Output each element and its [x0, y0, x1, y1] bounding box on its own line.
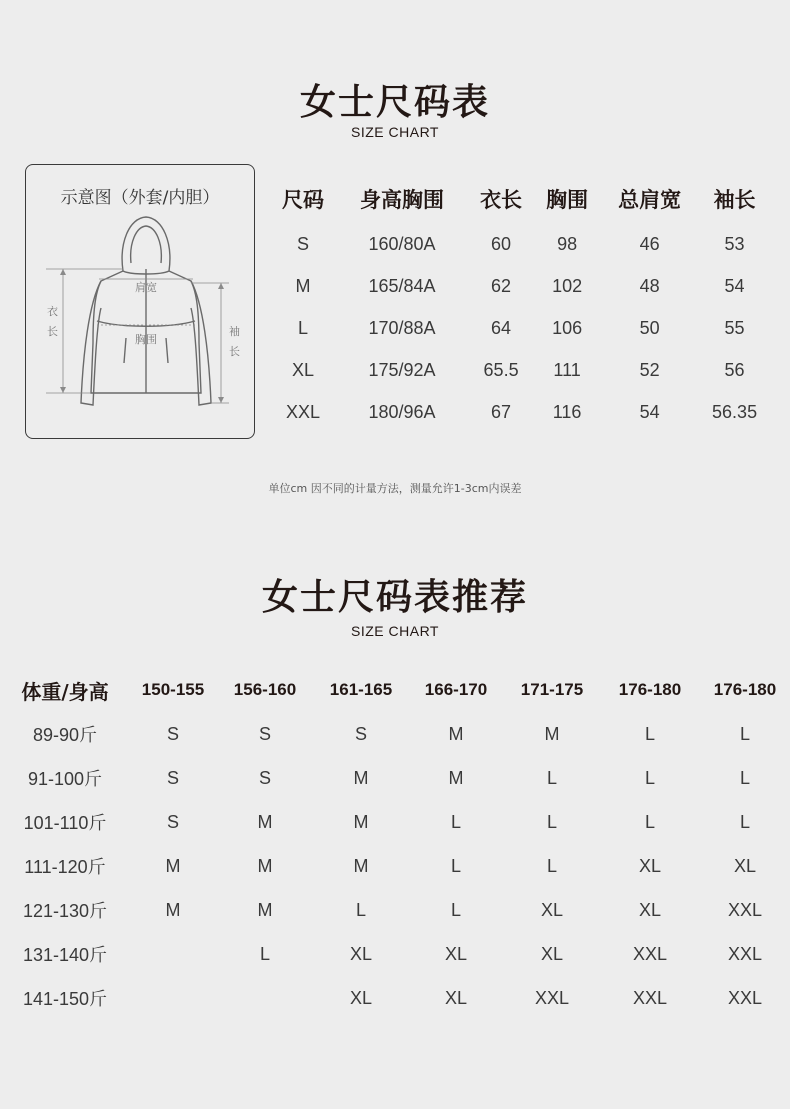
- recommendation-subtitle: SIZE CHART: [351, 623, 439, 639]
- size-cell: L: [450, 811, 461, 832]
- measurement-diagram: [25, 164, 255, 439]
- size-cell: L: [355, 899, 366, 920]
- size-cell: L: [546, 767, 557, 788]
- size-cell: [130, 976, 216, 1020]
- recommendation-table: [0, 668, 790, 1020]
- table-cell: 175/92A: [368, 359, 436, 380]
- rec-row: [0, 932, 790, 976]
- table-cell: 62: [491, 275, 512, 296]
- size-cell: M: [353, 855, 369, 876]
- size-cell: XL: [638, 899, 662, 920]
- table-row: [270, 391, 770, 433]
- table-cell: 60: [491, 233, 512, 254]
- size-cell: L: [739, 811, 750, 832]
- size-cell: S: [166, 723, 179, 744]
- chest-label: 胸围: [135, 333, 157, 346]
- measurement-note: 单位cm 因不同的计量方法，测量允许1-3cm内误差: [268, 482, 522, 495]
- table-cell: 54: [639, 401, 660, 422]
- table-cell: 52: [639, 359, 660, 380]
- height-header: 176-180: [713, 680, 777, 699]
- size-table-header-row: [270, 175, 770, 223]
- table-cell: 65.5: [483, 359, 519, 380]
- size-cell: S: [166, 811, 179, 832]
- header-length: 衣长: [480, 188, 523, 212]
- rec-row: [0, 712, 790, 756]
- header-chest: 胸围: [546, 188, 589, 212]
- length-label-2: 长: [47, 325, 58, 338]
- size-cell: [216, 976, 314, 1020]
- table-cell: 56: [724, 359, 745, 380]
- rec-corner-header: 体重/身高: [21, 679, 109, 704]
- size-cell: XL: [540, 943, 564, 964]
- size-cell: L: [546, 811, 557, 832]
- table-cell: L: [298, 317, 309, 338]
- size-cell: M: [165, 855, 181, 876]
- table-cell: 48: [639, 275, 660, 296]
- size-cell: XXL: [534, 987, 570, 1008]
- length-label-1: 衣: [47, 305, 58, 318]
- rec-row: [0, 756, 790, 800]
- table-row: [270, 265, 770, 307]
- jacket-right-pocket: [166, 338, 168, 363]
- sleeve-label-2: 长: [229, 345, 240, 358]
- height-header: 156-160: [233, 680, 297, 699]
- table-cell: 180/96A: [368, 401, 436, 422]
- height-header: 161-165: [329, 680, 393, 699]
- size-cell: XXL: [632, 943, 668, 964]
- table-cell: 116: [552, 401, 582, 422]
- size-cell: XL: [444, 987, 468, 1008]
- size-cell: XL: [444, 943, 468, 964]
- sleeve-label-1: 袖: [229, 325, 240, 338]
- rec-row: [0, 888, 790, 932]
- size-cell: M: [448, 767, 464, 788]
- table-cell: 50: [639, 317, 660, 338]
- rec-row: [0, 800, 790, 844]
- diagram-title: 示意图（外套/内胆）: [60, 188, 220, 208]
- size-cell: M: [257, 855, 273, 876]
- header-sleeve: 袖长: [713, 188, 756, 212]
- weight-cell: 89-90斤: [32, 725, 98, 745]
- size-cell: L: [644, 767, 655, 788]
- height-header: 166-170: [424, 680, 488, 699]
- table-cell: 102: [552, 275, 583, 296]
- table-cell: 165/84A: [368, 275, 436, 296]
- weight-cell: 101-110斤: [23, 813, 107, 833]
- size-chart-title: 女士尺码表: [299, 82, 490, 123]
- header-shoulder: 总肩宽: [618, 188, 682, 212]
- size-cell: XXL: [727, 987, 763, 1008]
- table-cell: 55: [724, 317, 745, 338]
- size-cell: XL: [349, 987, 373, 1008]
- size-cell: M: [353, 767, 369, 788]
- table-cell: 53: [724, 233, 745, 254]
- weight-cell: 111-120斤: [24, 857, 106, 877]
- size-cell: M: [257, 899, 273, 920]
- size-cell: L: [644, 811, 655, 832]
- size-cell: M: [353, 811, 369, 832]
- table-cell: XL: [291, 359, 315, 380]
- table-row: [270, 307, 770, 349]
- size-table: [270, 175, 770, 433]
- height-header: 176-180: [618, 680, 682, 699]
- shoulder-label: 肩宽: [135, 281, 157, 294]
- table-row: [270, 349, 770, 391]
- size-cell: L: [450, 899, 461, 920]
- rec-row: [0, 844, 790, 888]
- jacket-hood-inner: [131, 226, 162, 263]
- table-cell: S: [297, 233, 310, 254]
- size-cell: L: [644, 723, 655, 744]
- table-row: [270, 223, 770, 265]
- table-cell: 111: [553, 359, 581, 380]
- table-cell: 170/88A: [368, 317, 436, 338]
- size-cell: XL: [540, 899, 564, 920]
- weight-cell: 121-130斤: [22, 901, 108, 921]
- size-cell: S: [166, 767, 179, 788]
- size-cell: [130, 932, 216, 976]
- size-cell: S: [258, 767, 271, 788]
- table-cell: 160/80A: [368, 233, 436, 254]
- table-cell: 54: [724, 275, 745, 296]
- rec-header-row: [0, 668, 790, 712]
- size-cell: M: [544, 723, 560, 744]
- height-header: 150-155: [141, 680, 205, 699]
- weight-cell: 91-100斤: [27, 769, 103, 789]
- size-cell: S: [354, 723, 367, 744]
- table-cell: M: [295, 275, 311, 296]
- table-cell: XXL: [285, 401, 321, 422]
- weight-cell: 131-140斤: [22, 945, 108, 965]
- size-cell: XL: [733, 855, 757, 876]
- size-cell: XXL: [727, 943, 763, 964]
- table-cell: 106: [552, 317, 583, 338]
- size-cell: XL: [349, 943, 373, 964]
- recommendation-title: 女士尺码表推荐: [261, 577, 528, 618]
- size-cell: S: [258, 723, 271, 744]
- size-cell: XXL: [727, 899, 763, 920]
- size-cell: XXL: [632, 987, 668, 1008]
- table-cell: 98: [557, 233, 578, 254]
- table-cell: 56.35: [712, 401, 758, 422]
- size-cell: M: [448, 723, 464, 744]
- table-cell: 67: [491, 401, 512, 422]
- rec-row: [0, 976, 790, 1020]
- size-chart-subtitle: SIZE CHART: [351, 124, 439, 140]
- size-cell: M: [165, 899, 181, 920]
- size-cell: L: [450, 855, 461, 876]
- weight-cell: 141-150斤: [22, 989, 108, 1009]
- size-cell: L: [739, 767, 750, 788]
- size-cell: L: [259, 943, 270, 964]
- size-cell: L: [739, 723, 750, 744]
- header-height-chest: 身高胸围: [360, 188, 445, 212]
- height-header: 171-175: [520, 680, 584, 699]
- size-cell: M: [257, 811, 273, 832]
- jacket-illustration: [41, 213, 241, 413]
- table-cell: 46: [639, 233, 660, 254]
- header-size: 尺码: [282, 188, 324, 212]
- jacket-left-pocket: [124, 338, 126, 363]
- size-cell: XL: [638, 855, 662, 876]
- table-cell: 64: [491, 317, 512, 338]
- size-cell: L: [546, 855, 557, 876]
